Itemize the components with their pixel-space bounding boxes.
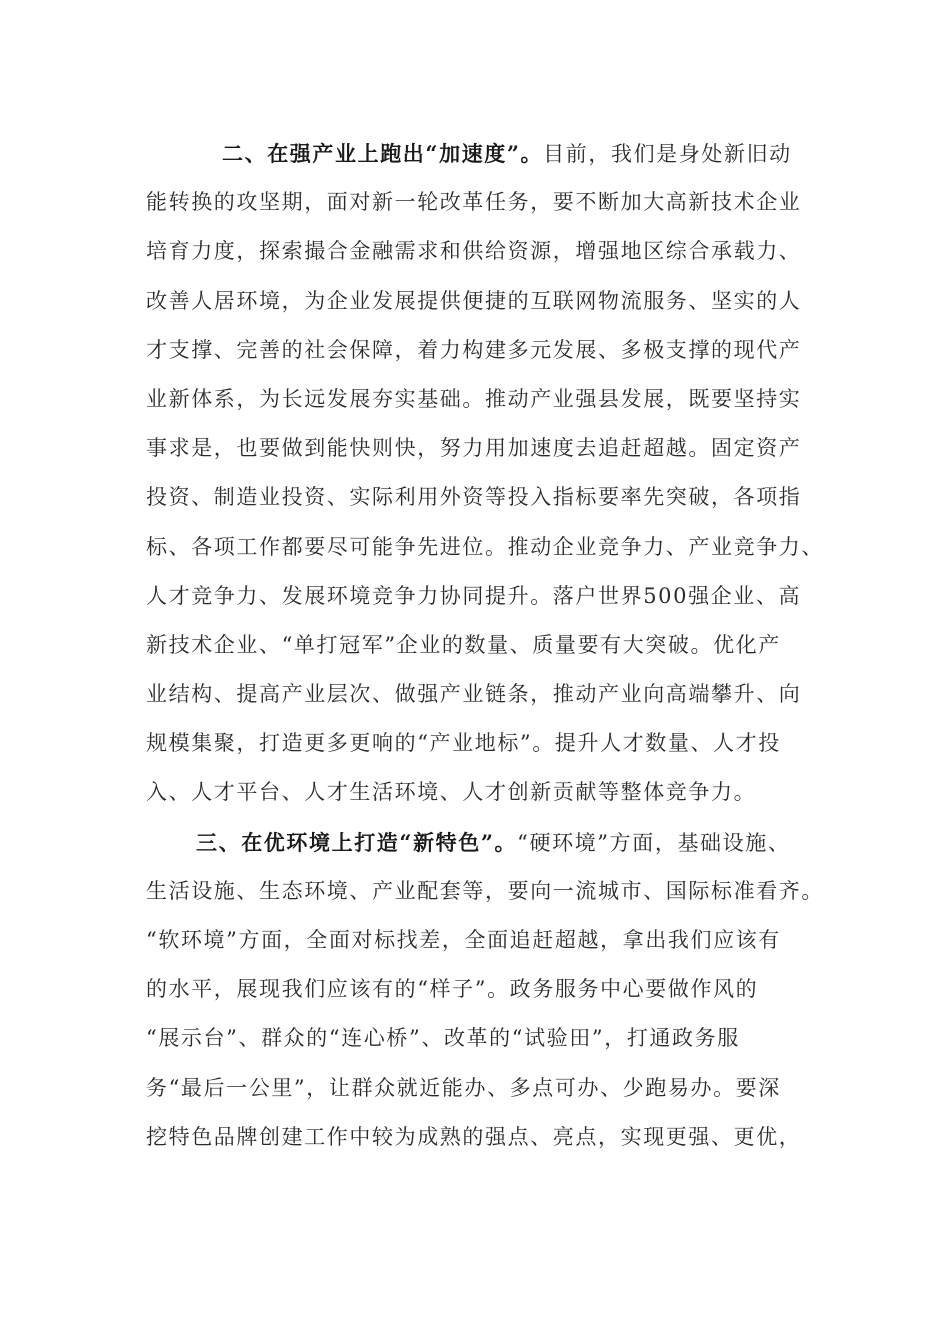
paragraph-line: 培育力度，探索撮合金融需求和供给资源，增强地区综合承载力、 <box>146 239 802 264</box>
section-2-first-line <box>146 129 828 178</box>
paragraph-line: 目前，我们是身处新旧动 <box>543 142 792 166</box>
paragraph-line: 标、各项工作都要尽可能争先进位。推动企业竞争力、产业竞争力、 <box>146 534 824 559</box>
paragraph-line: “硬环境”方面，基础设施、 <box>517 830 791 855</box>
paragraph-line: 才支撑、完善的社会保障，着力构建多元发展、多极支撑的现代产 <box>146 337 802 362</box>
paragraph-line: 新技术企业、“单打冠军”企业的数量、质量要有大突破。优化产 <box>146 632 781 657</box>
section-3-heading: 三、在优环境上打造“新特色”。 <box>196 829 518 855</box>
paragraph-line: 生活设施、生态环境、产业配套等，要向一流城市、国际标准看齐。 <box>146 878 824 903</box>
paragraph-line: “软环境”方面，全面对标找差，全面追赶超越，拿出我们应该有 <box>146 928 781 952</box>
paragraph-line: 务“最后一公里”，让群众就近能办、多点可办、少跑易办。要深 <box>146 1075 781 1100</box>
paragraph-line: 的水平，展现我们应该有的“样子”。政务服务中心要做作风的 <box>146 977 759 1002</box>
paragraph-line: 投资、制造业投资、实际利用外资等投入指标要率先突破，各项指 <box>146 485 802 510</box>
paragraph-line: “展示台”、群众的“连心桥”、改革的“试验田”，打通政务服 <box>146 1026 740 1051</box>
paragraph-line: 改善人居环境，为企业发展提供便捷的互联网物流服务、坚实的人 <box>146 288 802 313</box>
section-3-first-line <box>146 818 828 867</box>
section-2-heading: 二、在强产业上跑出“加速度”。 <box>222 141 544 166</box>
paragraph-line: 业结构、提高产业层次、做强产业链条，推动产业向高端攀升、向 <box>146 682 802 707</box>
paragraph-line: 人才竞争力、发展环境竞争力协同提升。落户世界500强企业、高 <box>146 583 802 608</box>
paragraph-line: 入、人才平台、人才生活环境、人才创新贡献等整体竞争力。 <box>146 780 757 805</box>
paragraph-line: 事求是，也要做到能快则快，努力用加速度去追赶超越。固定资产 <box>146 436 802 461</box>
paragraph-line: 能转换的攻坚期，面对新一轮改革任务，要不断加大高新技术企业 <box>146 190 802 215</box>
paragraph-line: 业新体系，为长远发展夯实基础。推动产业强县发展，既要坚持实 <box>146 386 802 411</box>
paragraph-line: 挖特色品牌创建工作中较为成熟的强点、亮点，实现更强、更优， <box>146 1124 802 1149</box>
paragraph-line: 规模集聚，打造更多更响的“产业地标”。提升人才数量、人才投 <box>146 731 781 756</box>
document-body <box>146 129 828 1162</box>
